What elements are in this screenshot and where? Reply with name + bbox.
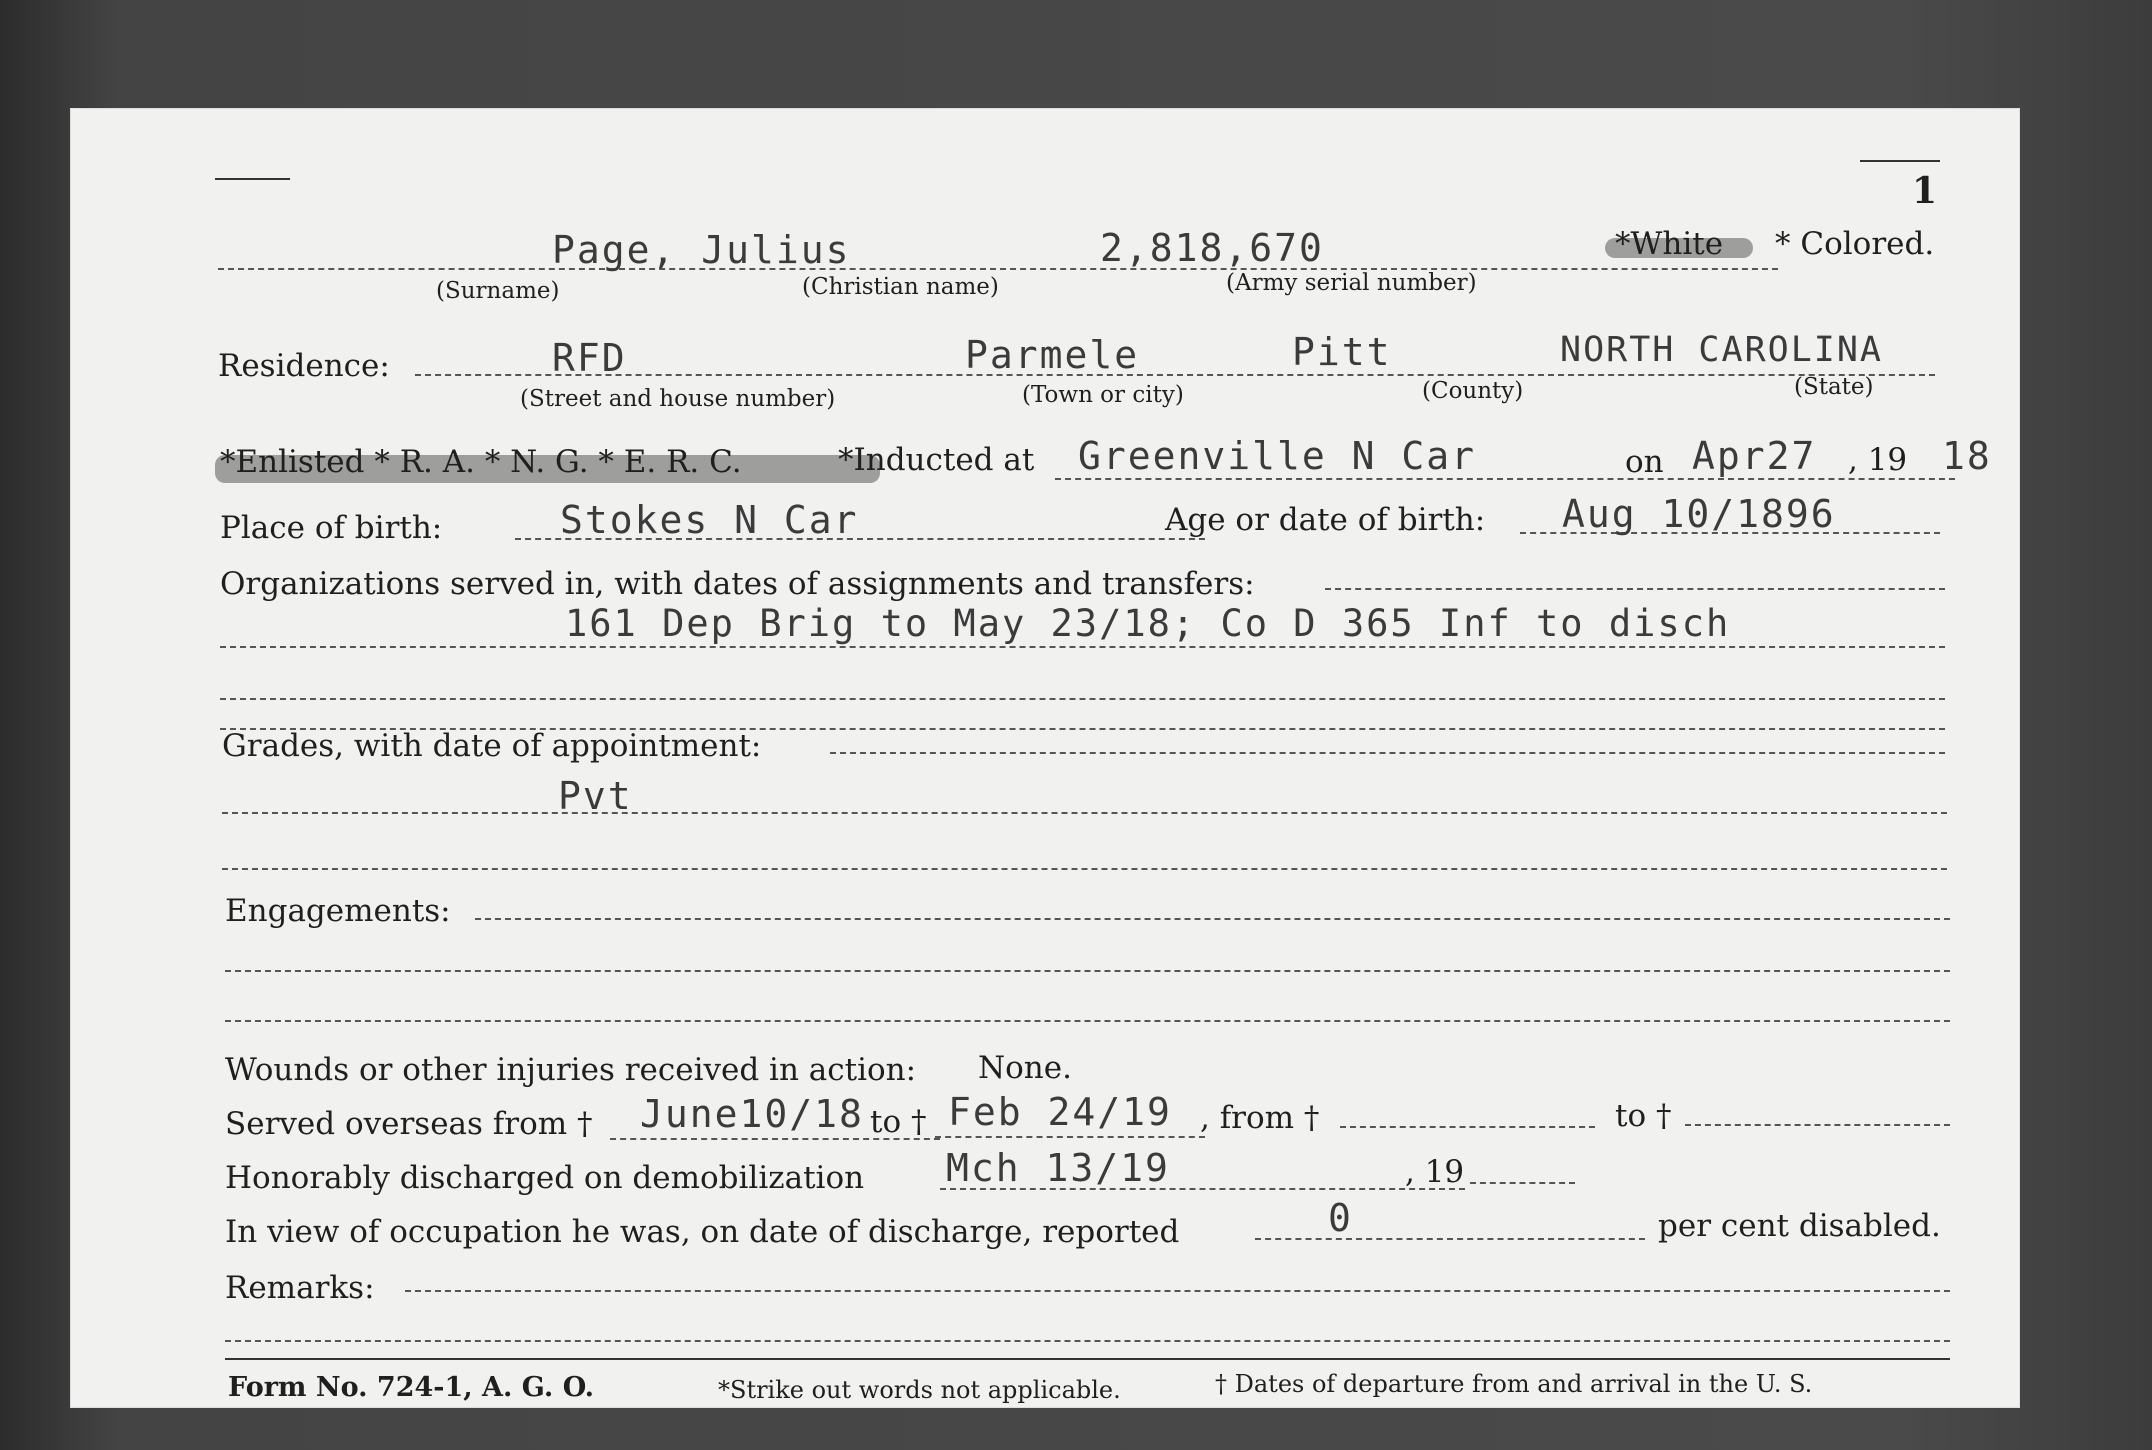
residence-label: Residence: bbox=[218, 348, 390, 384]
town-caption: (Town or city) bbox=[1022, 382, 1184, 408]
discharge-year-line bbox=[1470, 1182, 1575, 1184]
serial-value: 2,818,670 bbox=[1100, 226, 1324, 270]
county-value: Pitt bbox=[1292, 330, 1392, 374]
discharge-year-prefix: , 19 bbox=[1405, 1154, 1465, 1190]
inducted-label: *Inducted at bbox=[838, 442, 1035, 478]
christian-caption: (Christian name) bbox=[802, 274, 999, 300]
wounds-value: None. bbox=[978, 1050, 1072, 1086]
engagements-line-1 bbox=[225, 970, 1950, 972]
grades-line-1 bbox=[222, 812, 1947, 814]
remarks-label: Remarks: bbox=[225, 1270, 375, 1306]
birthplace-label: Place of birth: bbox=[220, 510, 443, 546]
birthdate-label: Age or date of birth: bbox=[1165, 502, 1486, 538]
strike-note: *Strike out words not applicable. bbox=[718, 1376, 1121, 1404]
overseas-to-label: to † bbox=[870, 1104, 927, 1140]
inducted-year-prefix: , 19 bbox=[1848, 442, 1908, 478]
residence-line bbox=[415, 374, 1935, 376]
organizations-line-1 bbox=[220, 646, 1945, 648]
dates-note: † Dates of departure from and arrival in the U. S. bbox=[1215, 1370, 1813, 1398]
remarks-line-0 bbox=[405, 1290, 1950, 1292]
town-value: Parmele bbox=[965, 333, 1140, 377]
inducted-line bbox=[1055, 478, 1955, 480]
county-caption: (County) bbox=[1422, 378, 1524, 404]
inducted-year: 18 bbox=[1942, 434, 1992, 478]
grades-label: Grades, with date of appointment: bbox=[222, 728, 762, 764]
race-colored: * Colored. bbox=[1775, 226, 1935, 262]
street-caption: (Street and house number) bbox=[520, 386, 836, 412]
card-number: 1 bbox=[1912, 170, 1938, 212]
footer-rule bbox=[225, 1358, 1950, 1360]
state-value: NORTH CAROLINA bbox=[1560, 330, 1884, 370]
overseas-from2-line bbox=[1340, 1126, 1595, 1128]
grades-line-2 bbox=[222, 868, 1947, 870]
organizations-line-0 bbox=[1325, 588, 1945, 590]
surname-caption: (Surname) bbox=[436, 278, 560, 304]
disability-value: 0 bbox=[1328, 1196, 1353, 1240]
inducted-place: Greenville N Car bbox=[1078, 434, 1477, 478]
inducted-date: Apr27 bbox=[1692, 434, 1817, 478]
overseas-to2-line bbox=[1685, 1124, 1950, 1126]
remarks-line-1 bbox=[225, 1340, 1950, 1342]
engagements-line-2 bbox=[225, 1020, 1950, 1022]
top-right-rule bbox=[1860, 160, 1940, 162]
organizations-line-2 bbox=[220, 698, 1945, 700]
birthplace-value: Stokes N Car bbox=[560, 498, 859, 542]
discharge-label: Honorably discharged on demobilization bbox=[225, 1160, 865, 1196]
organizations-label: Organizations served in, with dates of assignments and transfers: bbox=[220, 566, 1255, 602]
grades-line-0 bbox=[830, 752, 1945, 754]
overseas-to-date: Feb 24/19 bbox=[948, 1090, 1172, 1134]
state-caption: (State) bbox=[1794, 374, 1874, 400]
name-value: Page, Julius bbox=[552, 228, 851, 272]
inducted-on-label: on bbox=[1625, 444, 1664, 480]
wounds-label: Wounds or other injuries received in action: bbox=[225, 1052, 917, 1088]
service-record-card bbox=[70, 108, 2020, 1408]
disability-line bbox=[1255, 1238, 1645, 1240]
disability-suffix: per cent disabled. bbox=[1658, 1208, 1941, 1244]
discharge-date: Mch 13/19 bbox=[946, 1146, 1170, 1190]
overseas-to-line bbox=[935, 1136, 1205, 1138]
organizations-value: 161 Dep Brig to May 23/18; Co D 365 Inf to disch bbox=[565, 602, 1731, 645]
street-value: RFD bbox=[552, 336, 627, 380]
overseas-label: Served overseas from † bbox=[225, 1106, 593, 1142]
top-left-rule bbox=[215, 178, 290, 180]
overseas-from-date: June10/18 bbox=[640, 1092, 864, 1136]
engagements-label: Engagements: bbox=[225, 893, 451, 929]
overseas-to2-label: to † bbox=[1615, 1098, 1672, 1134]
serial-caption: (Army serial number) bbox=[1226, 270, 1477, 296]
name-line bbox=[218, 268, 1778, 270]
disability-label: In view of occupation he was, on date of discharge, reported bbox=[225, 1214, 1180, 1250]
form-number: Form No. 724-1, A. G. O. bbox=[228, 1372, 595, 1403]
enlisted-text: *Enlisted * R. A. * N. G. * E. R. C. bbox=[220, 444, 742, 480]
engagements-line-0 bbox=[475, 918, 1950, 920]
race-white: *White bbox=[1615, 226, 1724, 262]
overseas-from2-label: , from † bbox=[1200, 1100, 1320, 1136]
birthdate-value: Aug 10/1896 bbox=[1562, 492, 1836, 536]
grades-value: Pvt bbox=[558, 774, 633, 818]
